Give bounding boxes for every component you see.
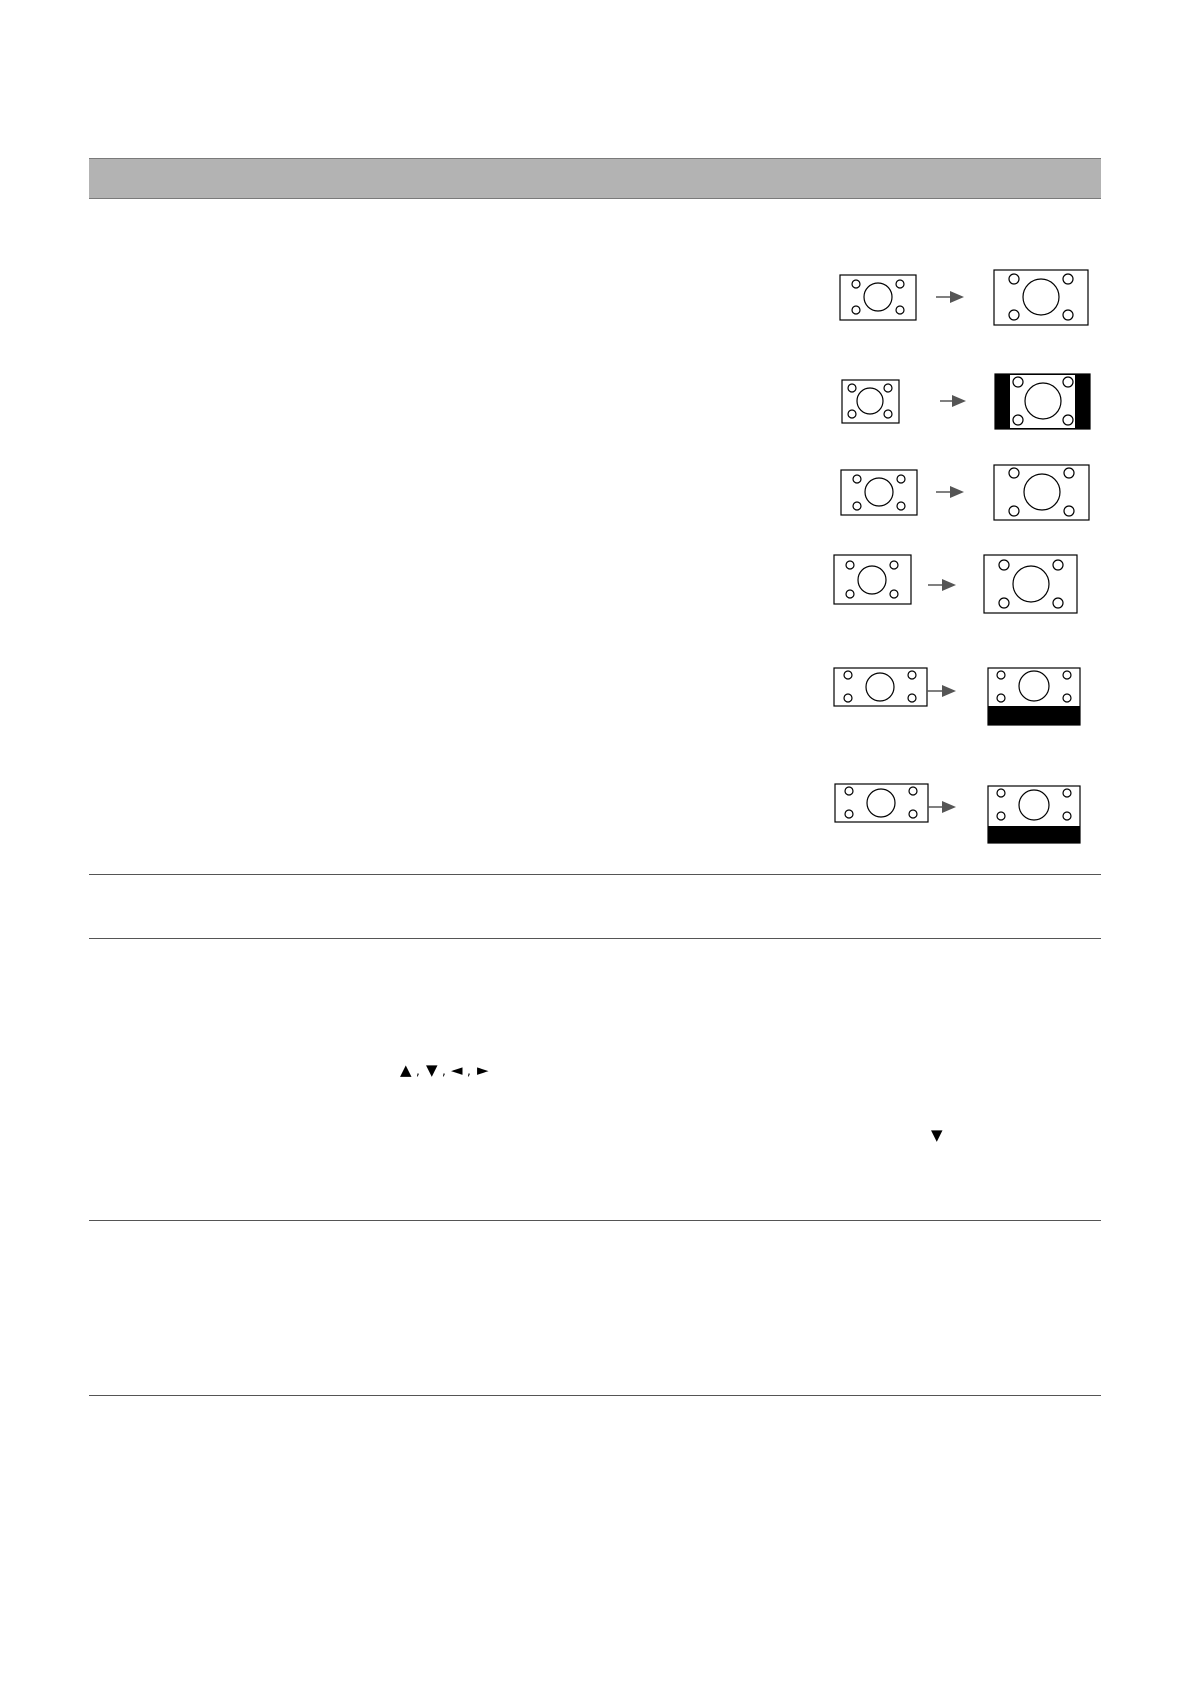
separator: , — [416, 1064, 420, 1078]
aspect-example-1 — [838, 264, 1098, 330]
arrow-right-icon — [928, 579, 956, 591]
down-arrow-key-icon: ▼ — [426, 1061, 438, 1079]
separator: , — [467, 1064, 471, 1078]
source-screen-icon — [841, 470, 917, 515]
arrow-right-icon — [928, 801, 956, 813]
aspect-example-3 — [838, 460, 1098, 526]
target-screen-icon — [994, 465, 1089, 520]
section-divider — [89, 874, 1101, 875]
section-divider — [89, 938, 1101, 939]
section-divider — [89, 1220, 1101, 1221]
target-screen-bottom-bar-icon — [988, 668, 1080, 725]
aspect-example-5 — [830, 660, 1090, 730]
left-arrow-key-icon: ◄ — [451, 1061, 463, 1079]
source-screen-icon — [834, 555, 911, 604]
down-arrow-key-icon: ▼ — [931, 1126, 943, 1144]
arrow-right-icon — [936, 486, 964, 498]
up-arrow-key-icon: ▲ — [400, 1061, 412, 1079]
source-screen-icon — [842, 380, 899, 423]
separator: , — [442, 1064, 446, 1078]
aspect-example-2 — [838, 370, 1098, 436]
target-screen-bottom-bar-icon — [988, 786, 1080, 843]
arrow-right-icon — [927, 685, 956, 697]
section-header-bar — [89, 158, 1101, 199]
target-screen-pillarbox-icon — [995, 374, 1090, 429]
section-divider — [89, 1395, 1101, 1396]
target-screen-icon — [984, 555, 1077, 613]
arrow-right-icon — [940, 395, 966, 407]
arrow-right-icon — [936, 291, 964, 303]
right-arrow-key-icon: ► — [477, 1061, 489, 1079]
target-screen-icon — [994, 270, 1088, 325]
source-screen-icon — [835, 784, 928, 822]
aspect-example-4 — [830, 550, 1090, 620]
source-screen-icon — [834, 668, 927, 706]
aspect-example-6 — [830, 776, 1090, 846]
source-screen-icon — [840, 275, 916, 320]
